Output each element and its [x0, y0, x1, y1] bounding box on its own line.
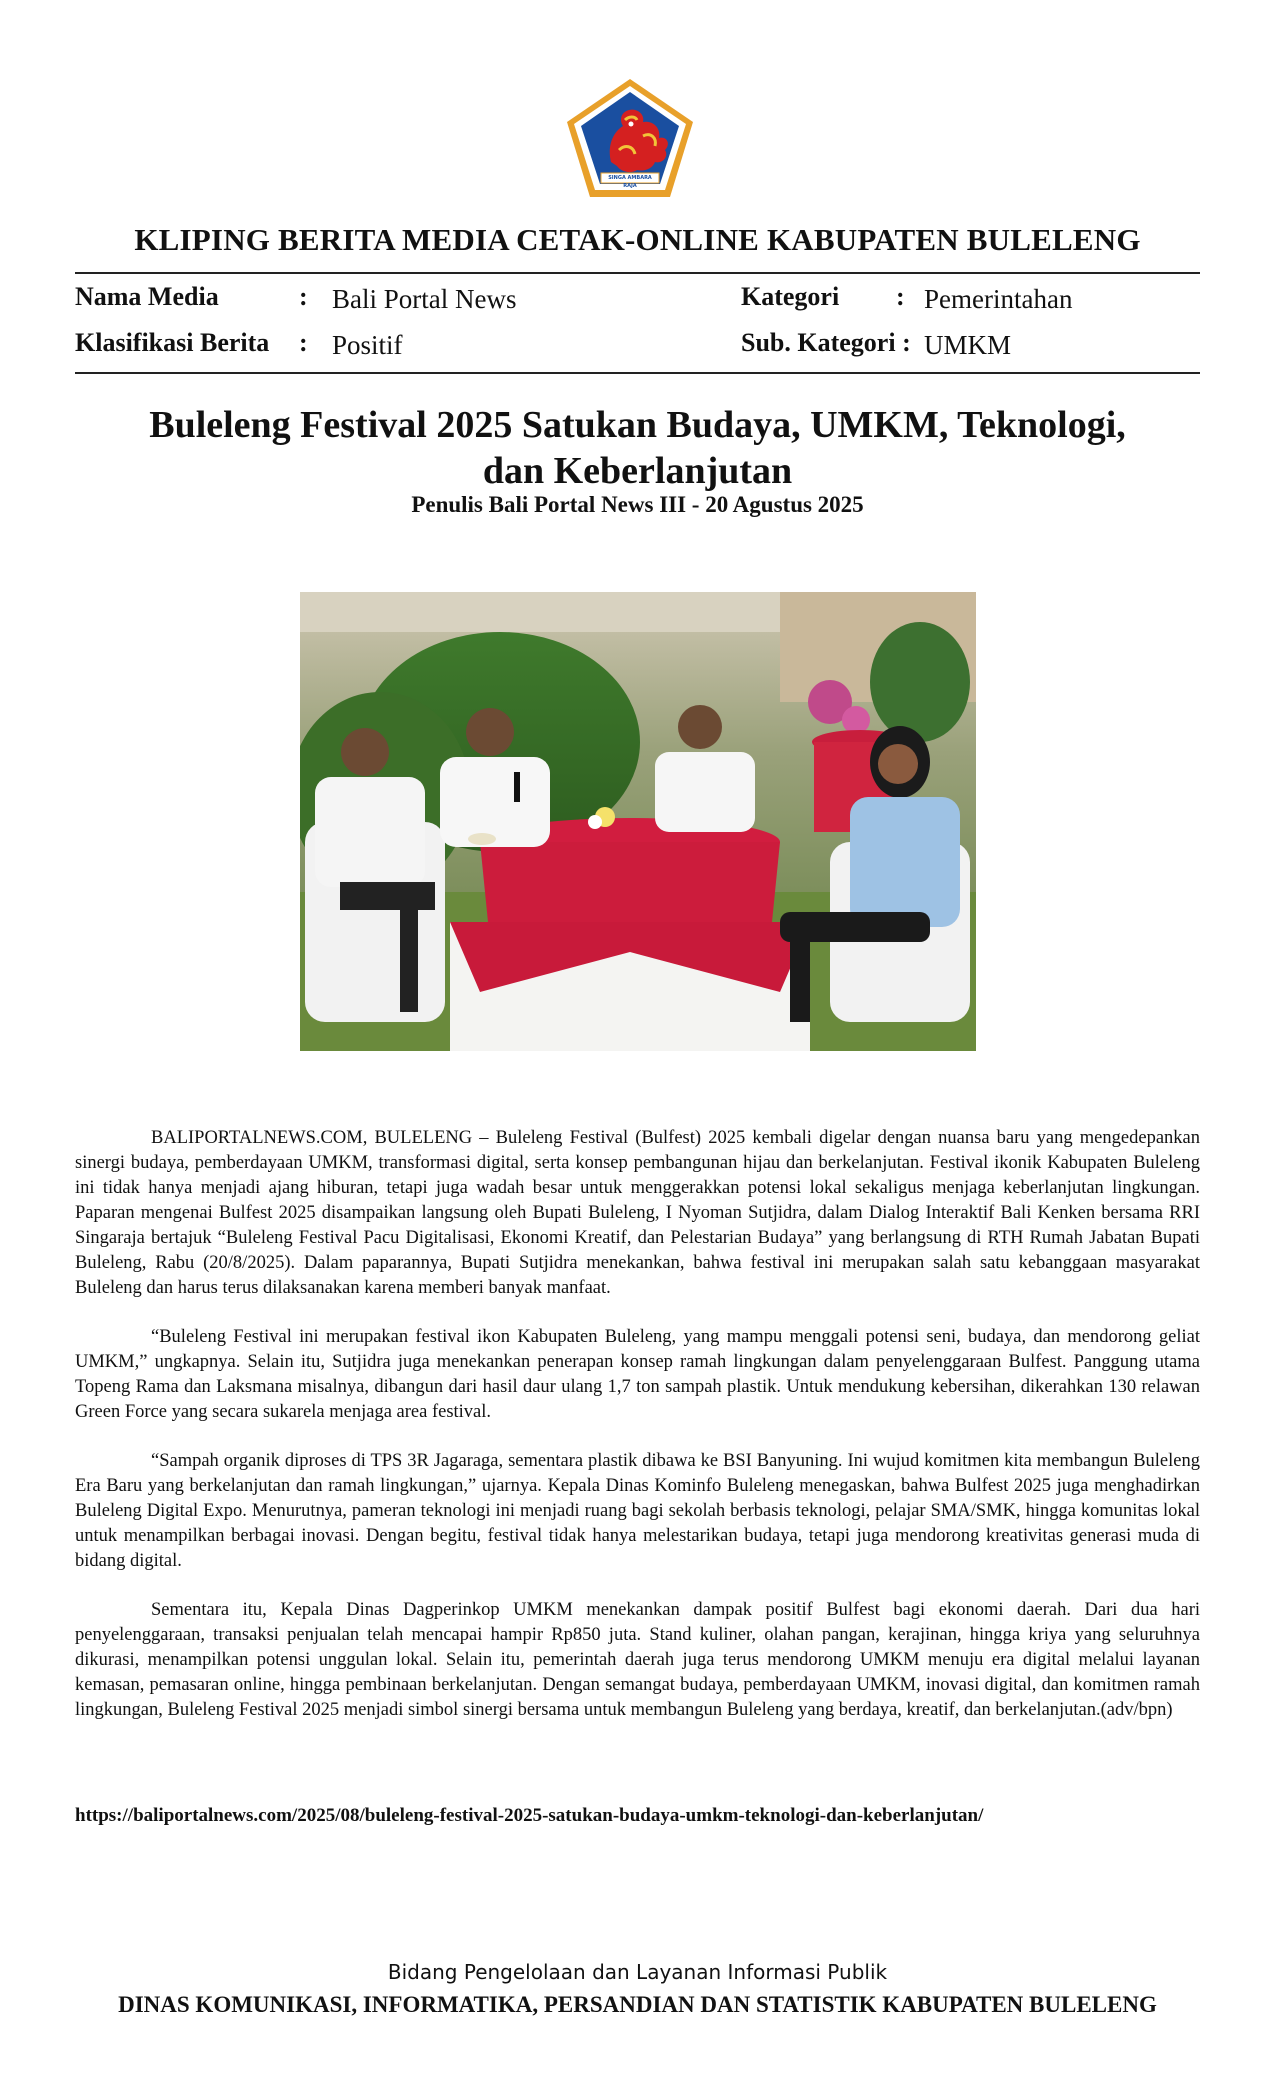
- article-body: [75, 1126, 1200, 1747]
- logo-text: SINGA AMBARA RAJA: [608, 175, 652, 189]
- media-value: Bali Portal News: [332, 284, 517, 314]
- paragraph: BALIPORTALNEWS.COM, BULELENG – Buleleng Festival (Bulfest) 2025 kembali digelar dengan nuansa baru yang mengedepankan sinergi budaya, pemberdayaan UMKM, transformasi digital, serta konsep pembangunan hijau dan berkelanjutan. Festival ikonik Kabupaten Buleleng ini tidak hanya menjadi ajang hiburan, tetapi juga wadah besar untuk menggerakkan potensi lokal sekaligus menjaga keberlanjutan lingkungan. Paparan mengenai Bulfest 2025 disampaikan langsung oleh Bupati Buleleng, I Nyoman Sutjidra, dalam Dialog Interaktif Bali Kenken bersama RRI Singaraja bertajuk “Buleleng Festival Pacu Digitalisasi, Ekonomi Kreatif, dan Pelestarian Budaya” yang berlangsung di RTH Rumah Jabatan Bupati Buleleng, Rabu (20/8/2025). Dalam paparannya, Bupati Sutjidra menekankan, bahwa festival ini merupakan salah satu kebanggaan masyarakat Buleleng dan harus terus dilaksanakan karena memberi banyak manfaat.: [75, 1128, 1200, 1298]
- top-rule: [75, 272, 1200, 274]
- paragraph: “Buleleng Festival ini merupakan festival ikon Kabupaten Buleleng, yang mampu menggali potensi seni, budaya, dan mendorong geliat UMKM,” ungkapnya. Selain itu, Sutjidra juga menekankan penerapan konsep ramah lingkungan dalam penyelenggaraan Bulfest. Panggung utama Topeng Rama dan Laksmana misalnya, dibangun dari hasil daur ulang 1,7 ton sampah plastik. Untuk mendukung kebersihan, dikerahkan 130 relawan Green Force yang secara sukarela menjaga area festival.: [75, 1327, 1200, 1422]
- headline-line-1: Buleleng Festival 2025 Satukan Budaya, UMKM, Teknologi,: [149, 404, 1126, 446]
- meta-media-row: [75, 282, 675, 316]
- document-title: KLIPING BERITA MEDIA CETAK-ONLINE KABUPATEN BULELENG: [134, 222, 1141, 257]
- kategori-colon: :: [896, 282, 905, 311]
- headline-line-2: dan Keberlanjutan: [482, 450, 793, 492]
- media-colon: :: [299, 282, 308, 311]
- kategori-label: Kategori: [741, 282, 840, 311]
- meta-kategori-row: [741, 282, 1200, 316]
- klasifikasi-value: Positif: [332, 330, 403, 360]
- article-photo: [300, 592, 976, 1051]
- sub-kategori-label: Sub. Kategori :: [741, 328, 911, 357]
- klasifikasi-label: Klasifikasi Berita: [75, 328, 270, 357]
- klasifikasi-colon: :: [299, 328, 308, 357]
- sub-kategori-value: UMKM: [924, 330, 1012, 360]
- paragraph: Sementara itu, Kepala Dinas Dagperinkop UMKM menekankan dampak positif Bulfest bagi ekonomi daerah. Dari dua hari penyelenggaraan, transaksi penjualan telah mencapai hampir Rp850 juta. Stand kuliner, olahan pangan, kerajinan, hingga kriya yang seluruhnya dikurasi, menampilkan potensi unggulan lokal. Selain itu, pemerintah daerah juga terus mendorong UMKM menuju era digital melalui layanan kemasan, pemasaran online, hingga pembinaan berkelanjutan. Dengan semangat budaya, pemberdayaan UMKM, inovasi digital, dan komitmen ramah lingkungan, Buleleng Festival 2025 menjadi simbol sinergi bersama untuk membangun Buleleng yang berdaya, kreatif, dan berkelanjutan.(adv/bpn): [75, 1600, 1200, 1720]
- meta-klasifikasi-row: [75, 328, 675, 362]
- source-url-link[interactable]: https://baliportalnews.com/2025/08/buleleng-festival-2025-satukan-budaya-umkm-teknologi-dan-keberlanjutan/: [75, 1805, 984, 1826]
- article-byline: Penulis Bali Portal News III - 20 Agustus 2025: [411, 492, 864, 517]
- regency-logo: [563, 76, 697, 200]
- footer-agency: DINAS KOMUNIKASI, INFORMATIKA, PERSANDIAN DAN STATISTIK KABUPATEN BULELENG: [118, 1992, 1157, 2017]
- bottom-rule: [75, 372, 1200, 374]
- article-headline: [0, 402, 1275, 494]
- kategori-value: Pemerintahan: [924, 284, 1073, 314]
- meta-sub-kategori-row: [741, 328, 1200, 362]
- paragraph: “Sampah organik diproses di TPS 3R Jagaraga, sementara plastik dibawa ke BSI Banyuning. Ini wujud komitmen kita membangun Buleleng Era Baru yang berkelanjutan dan ramah lingkungan,” ujarnya. Kepala Dinas Kominfo Buleleng menegaskan, bahwa Bulfest 2025 juga menghadirkan Buleleng Digital Expo. Menurutnya, pameran teknologi ini menjadi ruang bagi sekolah berbasis teknologi, pelajar SMA/SMK, hingga komunitas lokal untuk menampilkan berbagai inovasi. Dengan begitu, festival tidak hanya melestarikan budaya, tetapi juga mendorong kreativitas generasi muda di bidang digital.: [75, 1451, 1200, 1571]
- footer-division: Bidang Pengelolaan dan Layanan Informasi Publik: [387, 1960, 888, 1984]
- media-label: Nama Media: [75, 282, 219, 311]
